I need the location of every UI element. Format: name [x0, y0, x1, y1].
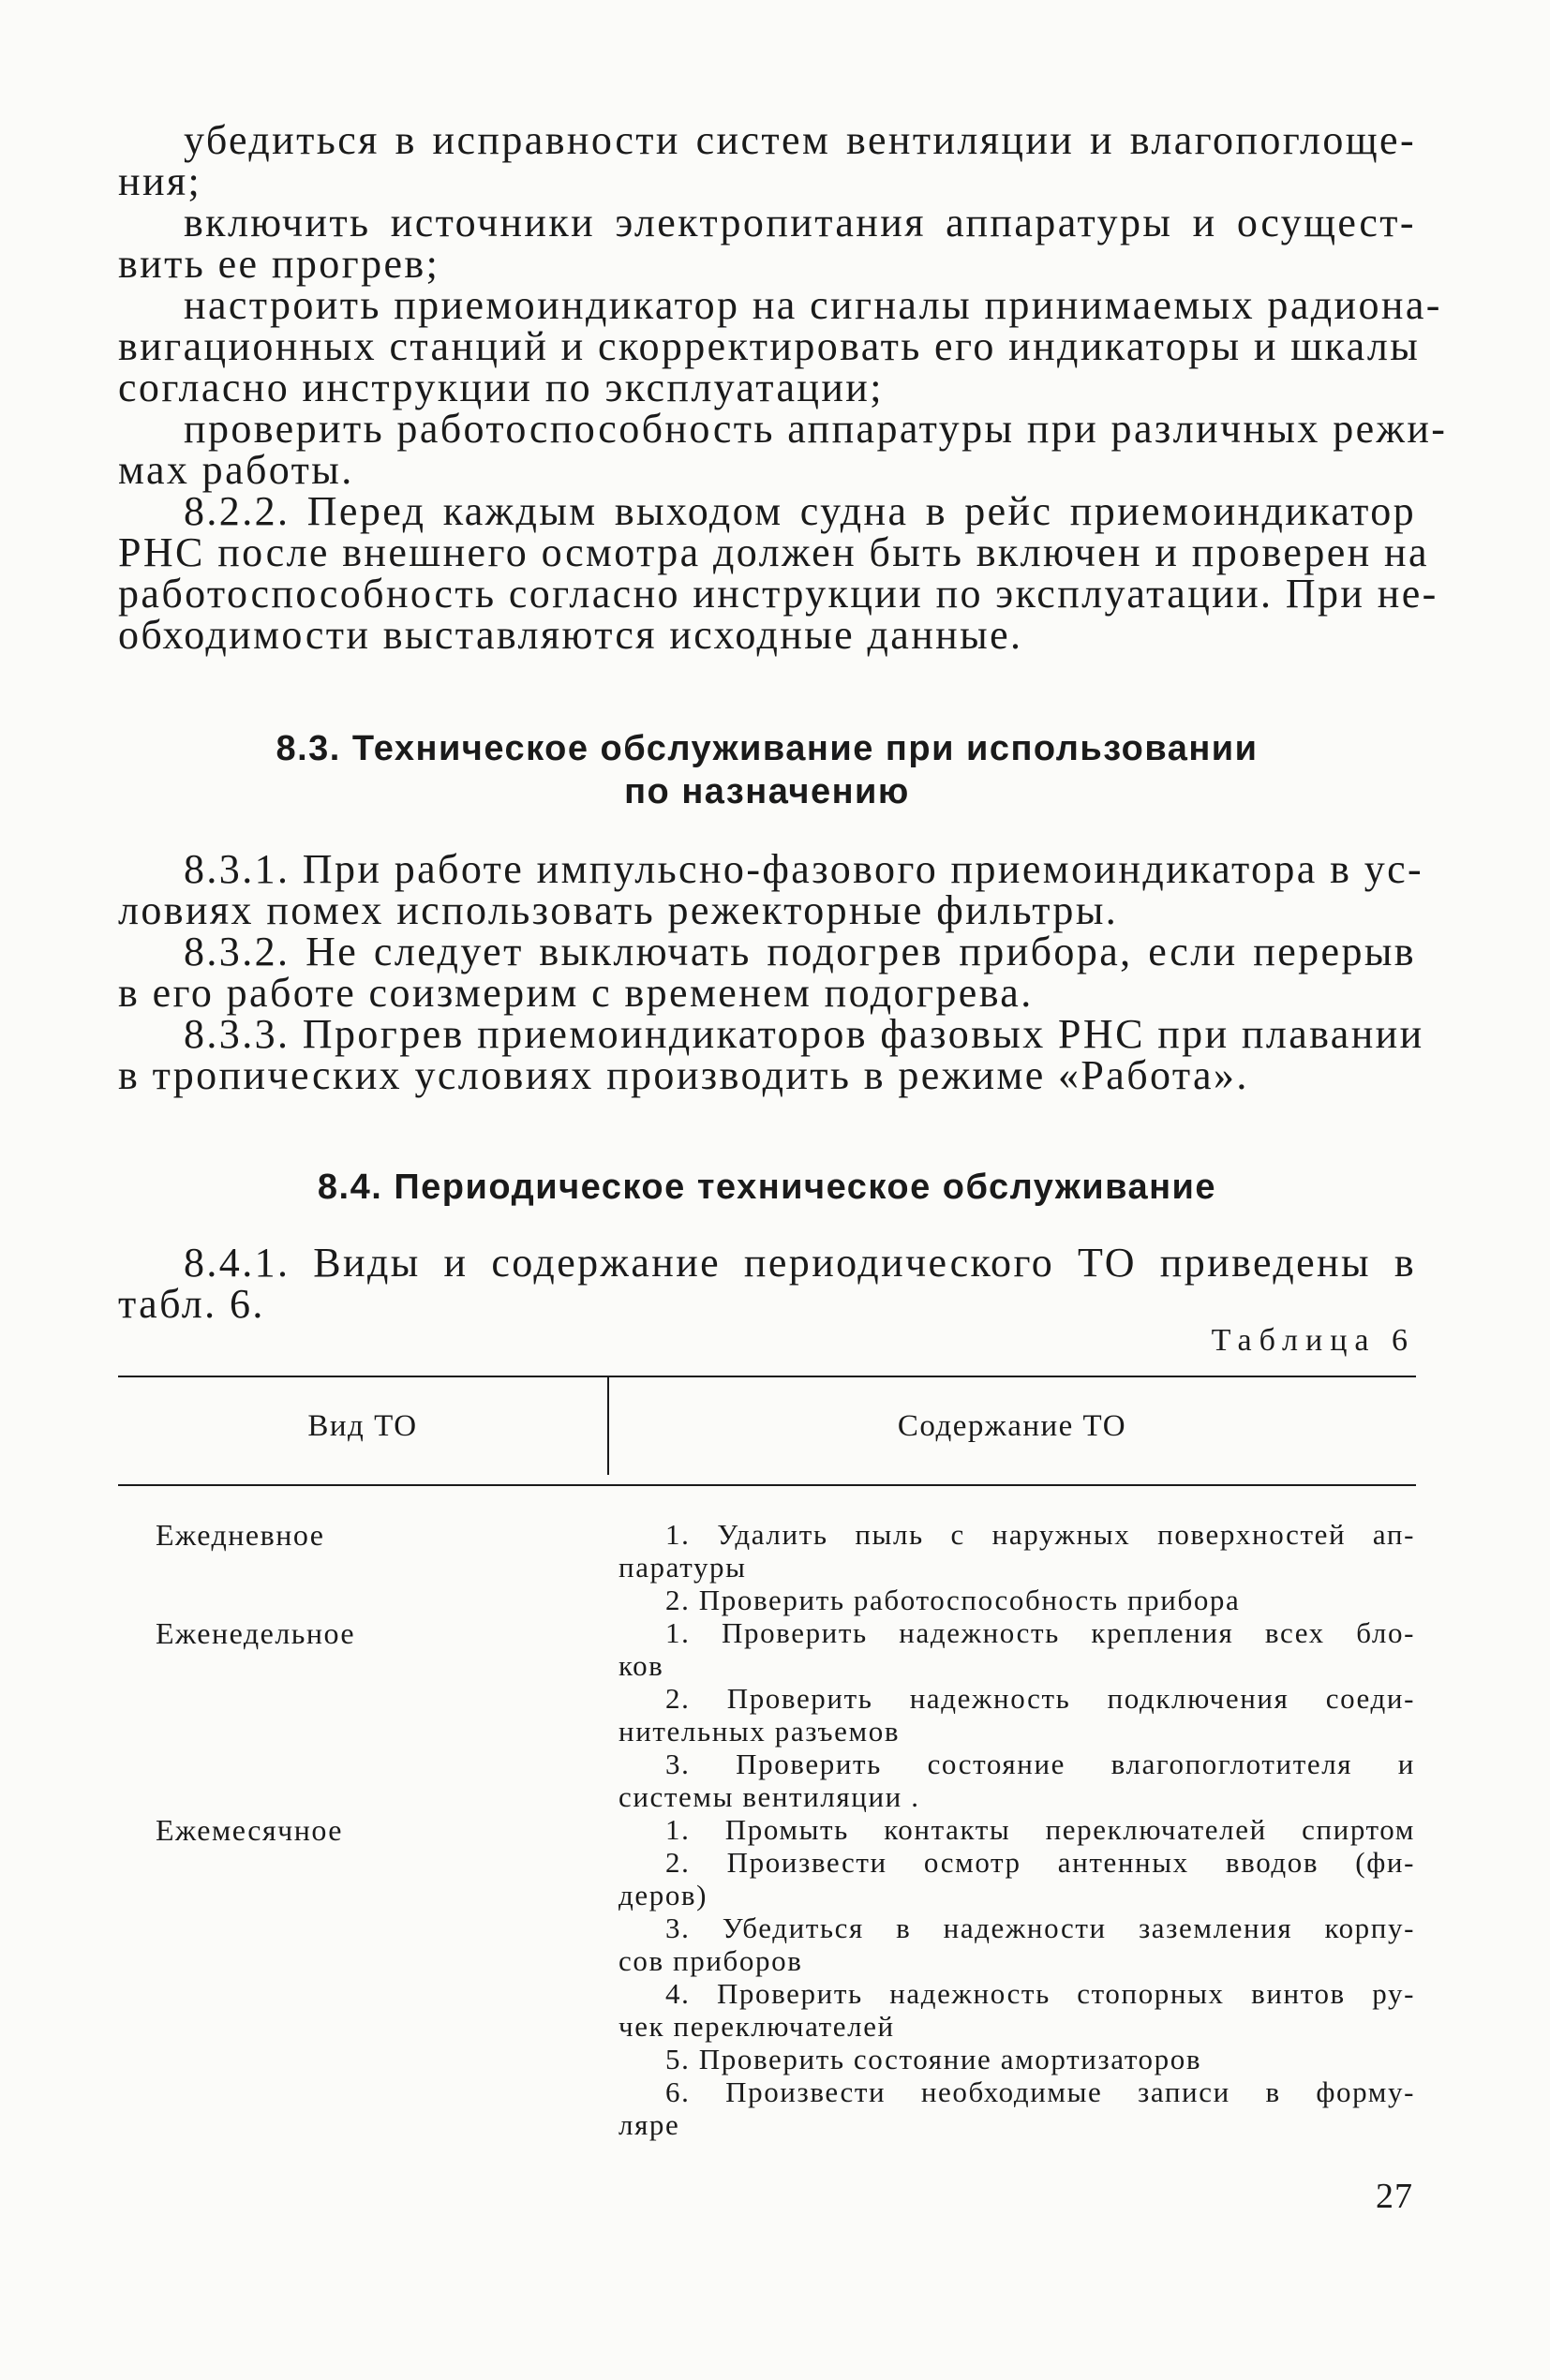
section-8-4-title: 8.4. Периодическое техническое обслуживание — [317, 1168, 1217, 1207]
text-line: проверить работоспособность аппаратуры при различных режи- — [184, 406, 1448, 452]
table-content-line: паратуры — [619, 1551, 747, 1584]
table-content-line: 3. Проверить состояние влагопоглотителя и — [665, 1748, 1415, 1780]
text-line: работоспособность согласно инструкции по эксплуатации. При не- — [118, 571, 1438, 617]
table-content-line: нительных разъемов — [619, 1715, 901, 1748]
text-line: табл. 6. — [118, 1281, 265, 1327]
table-content-line: ляре — [619, 2108, 680, 2141]
text-line: в тропических условиях производить в режиме «Работа». — [118, 1052, 1249, 1098]
text-line: 8.3.3. Прогрев приемоиндикаторов фазовых РНС при плавании — [184, 1011, 1424, 1057]
table-content-line: 1. Проверить надежность крепления всех бло- — [665, 1616, 1415, 1649]
table-content-line: 1. Удалить пыль с наружных поверхностей ап- — [665, 1518, 1415, 1551]
table-content-line: 5. Проверить состояние амортизаторов — [665, 2043, 1202, 2075]
text-line: согласно инструкции по эксплуатации; — [118, 364, 884, 410]
text-line: убедиться в исправности систем вентиляции и влагопоглоще- — [184, 117, 1416, 163]
text-line: вигационных станций и скорректировать его индикаторы и шкалы — [118, 323, 1421, 369]
section-8-3-body — [118, 846, 1424, 1098]
page-number: 27 — [1376, 2177, 1413, 2216]
table-kind-label: Ежемесячное — [156, 1813, 343, 1847]
table-content-line: 3. Убедиться в надежности заземления корпу- — [665, 1911, 1415, 1944]
text-line: мах работы. — [118, 447, 354, 493]
table-content-line: 2. Произвести осмотр антенных вводов (фи- — [665, 1846, 1415, 1879]
text-line: ловиях помех использовать режекторные фильтры. — [118, 887, 1119, 933]
section-8-4-heading — [118, 1166, 1416, 1209]
table-header-rule — [118, 1484, 1416, 1486]
section-8-3-heading — [118, 727, 1416, 813]
text-line: включить источники электропитания аппаратуры и осущест- — [184, 200, 1416, 245]
table-content-line: 1. Промыть контакты переключателей спиртом — [665, 1813, 1415, 1846]
text-line: 8.2.2. Перед каждым выходом судна в рейс приемоиндикатор — [184, 488, 1416, 534]
table-caption: Таблица 6 — [1211, 1323, 1415, 1358]
table-content-column — [619, 1518, 1415, 2141]
section-8-3-title-line-1: 8.3. Техническое обслуживание при использовании — [276, 729, 1259, 768]
table-content-line: деров) — [619, 1879, 708, 1911]
text-line: настроить приемоиндикатор на сигналы принимаемых радиона- — [184, 282, 1442, 328]
table-kind-label: Ежедневное — [156, 1518, 325, 1552]
table-content-line: 2. Проверить работоспособность прибора — [665, 1584, 1241, 1616]
table-top-rule — [118, 1376, 1416, 1377]
table-header-kind: Вид ТО — [307, 1409, 418, 1443]
text-line: 8.4.1. Виды и содержание периодического ТО приведены в — [184, 1240, 1416, 1286]
section-8-3-title-line-2: по назначению — [624, 772, 910, 811]
table-content-line: 2. Проверить надежность подключения соеди- — [665, 1682, 1415, 1715]
table-content-line: чек переключателей — [619, 2010, 895, 2043]
text-line: ния; — [118, 158, 202, 204]
text-line: 8.3.2. Не следует выключать подогрев прибора, если перерыв — [184, 929, 1416, 974]
table-content-line: ков — [619, 1649, 664, 1682]
text-line: 8.3.1. При работе импульсно-фазового приемоиндикатора в ус- — [184, 846, 1424, 892]
table-kind-label: Еженедельное — [156, 1616, 356, 1650]
table-content-line: 4. Проверить надежность стопорных винтов ру- — [665, 1977, 1415, 2010]
body-text-top — [118, 117, 1448, 658]
section-8-4-body — [118, 1242, 1416, 1325]
text-line: в его работе соизмерим с временем подогрева. — [118, 970, 1034, 1016]
table-content-line: 6. Произвести необходимые записи в форму- — [665, 2075, 1415, 2108]
text-line: обходимости выставляются исходные данные. — [118, 612, 1023, 658]
text-line: РНС после внешнего осмотра должен быть включен и проверен на — [118, 529, 1429, 575]
table-content-line: сов приборов — [619, 1944, 803, 1977]
text-line: вить ее прогрев; — [118, 241, 440, 287]
table-content-line: системы вентиляции . — [619, 1780, 920, 1813]
table-header-content: Содержание ТО — [897, 1409, 1127, 1443]
